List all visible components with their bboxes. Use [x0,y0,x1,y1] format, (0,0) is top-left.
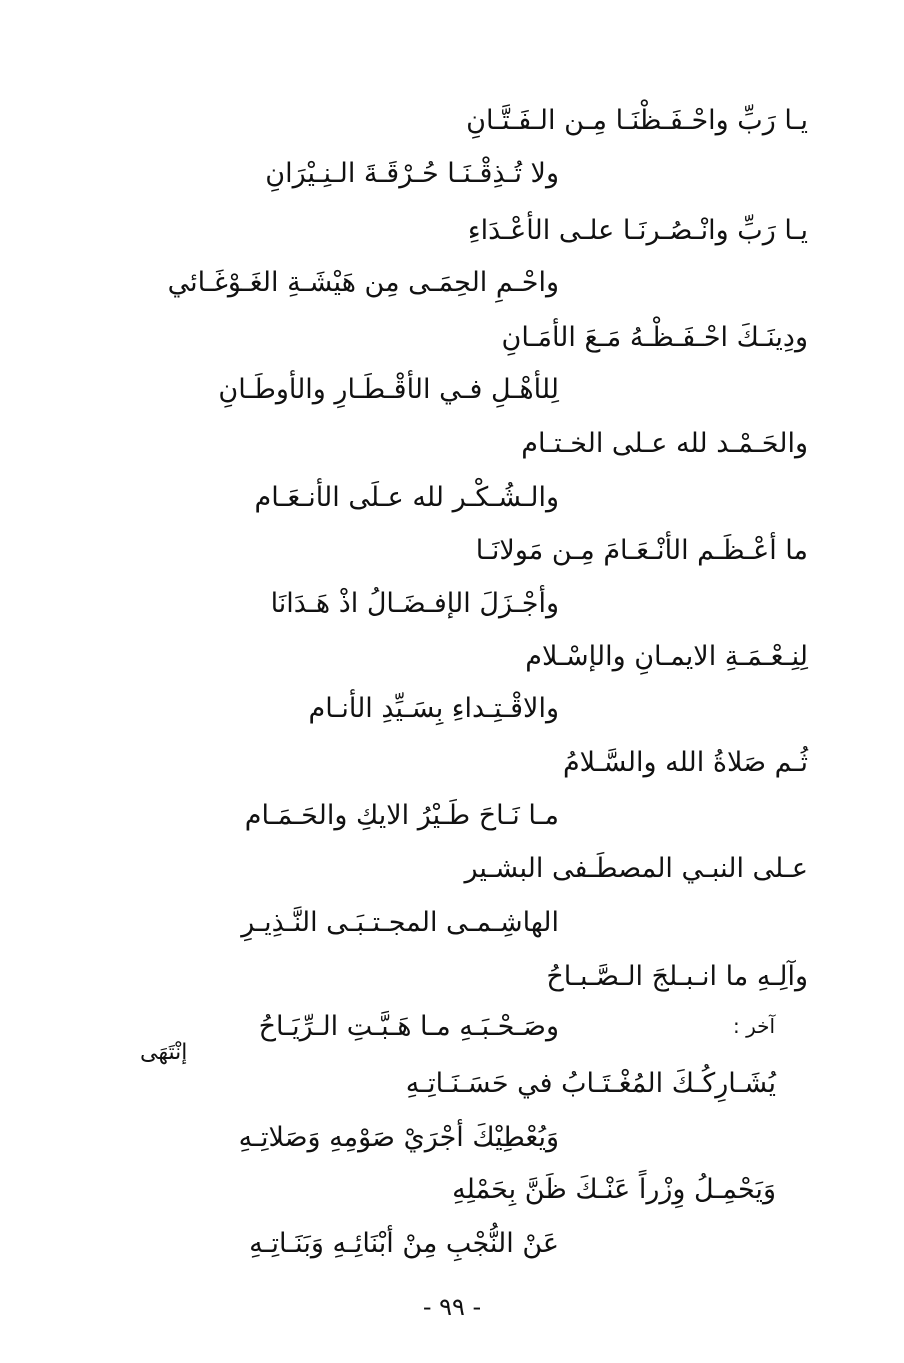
second-poem-line-1: يُشَـارِكُـكَ المُغْـتَـابُ في حَسَـنَـاتِـهِ [405,1068,776,1099]
poem-line-9: ما أعْـظَـم الأنْـعَـامَ مِـن مَولانَـا [475,535,808,566]
poem-line-14: مـا نَـاحَ طَـيْرُ الايكِ والحَـمَـام [244,800,559,831]
poem-line-18: وصَـحْـبَـهِ مـا هَـبَّـتِ الـرِّيَـاحُ [258,1011,559,1042]
second-poem-line-3: وَيَحْمِـلُ وِزْراً عَنْـكَ ظَنَّ بِحَمْلِهِ [452,1174,776,1205]
poem-line-4: واحْـمِ الحِمَـى مِن هَيْشَـةِ الغَـوْغَـائي [167,267,559,298]
page-number: - ٩٩ - [422,1293,482,1321]
poem-line-6: لِلأهْـلِ فـي الأقْـطَـارِ والأوطَـانِ [218,374,559,405]
poem-line-1: يـا رَبِّ واحْـفَـظْنَـا مِـن الـفَـتَّـانِ [466,105,808,136]
poem-line-8: والـشُـكْـر لله عـلَى الأنـعَـام [254,482,559,513]
poem-line-10: وأجْـزَلَ الإفـضَـالُ اذْ هَـدَانَا [270,588,559,619]
poem-line-15: عـلى النبـي المصطَـفى البشـير [464,853,808,884]
poem-line-17: وآلِـهِ ما انـبـلجَ الـصَّـبـاحُ [546,961,808,992]
poem-line-5: ودِينَـكَ احْـفَـظْـهُ مَـعَ الأمَـانِ [501,322,808,353]
label-end: إنْتَهَى [140,1040,188,1065]
second-poem-line-2: وَيُعْطِيْكَ أجْرَيْ صَوْمِهِ وَصَلاتِـهِ [238,1122,559,1153]
poem-line-3: يـا رَبِّ وانْـصُـرنَـا علـى الأعْـدَاءِ [467,215,808,246]
poem-line-13: ثُـم صَلاةُ الله والسَّـلامُ [562,747,808,778]
label-another: آخر : [733,1014,776,1038]
second-poem-line-4: عَنْ النُّجْبِ مِنْ أبْنَائِـهِ وَبَنَـاتِـهِ [249,1228,559,1259]
poem-line-12: والاقْـتِـداءِ بِسَـيِّدِ الأنـام [308,693,559,724]
poem-line-16: الهاشِـمـى المجـتـبَـى النَّـذِيـرِ [241,907,559,938]
poem-line-11: لِنِـعْـمَـةِ الايمـانِ والإسْـلام [525,641,808,672]
poem-line-7: والحَـمْـد لله عـلى الخـتـام [521,428,808,459]
poem-line-2: ولا تُـذِقْـنَـا حُـرْقَـةَ الـنِـيْرَانِ [265,158,559,189]
